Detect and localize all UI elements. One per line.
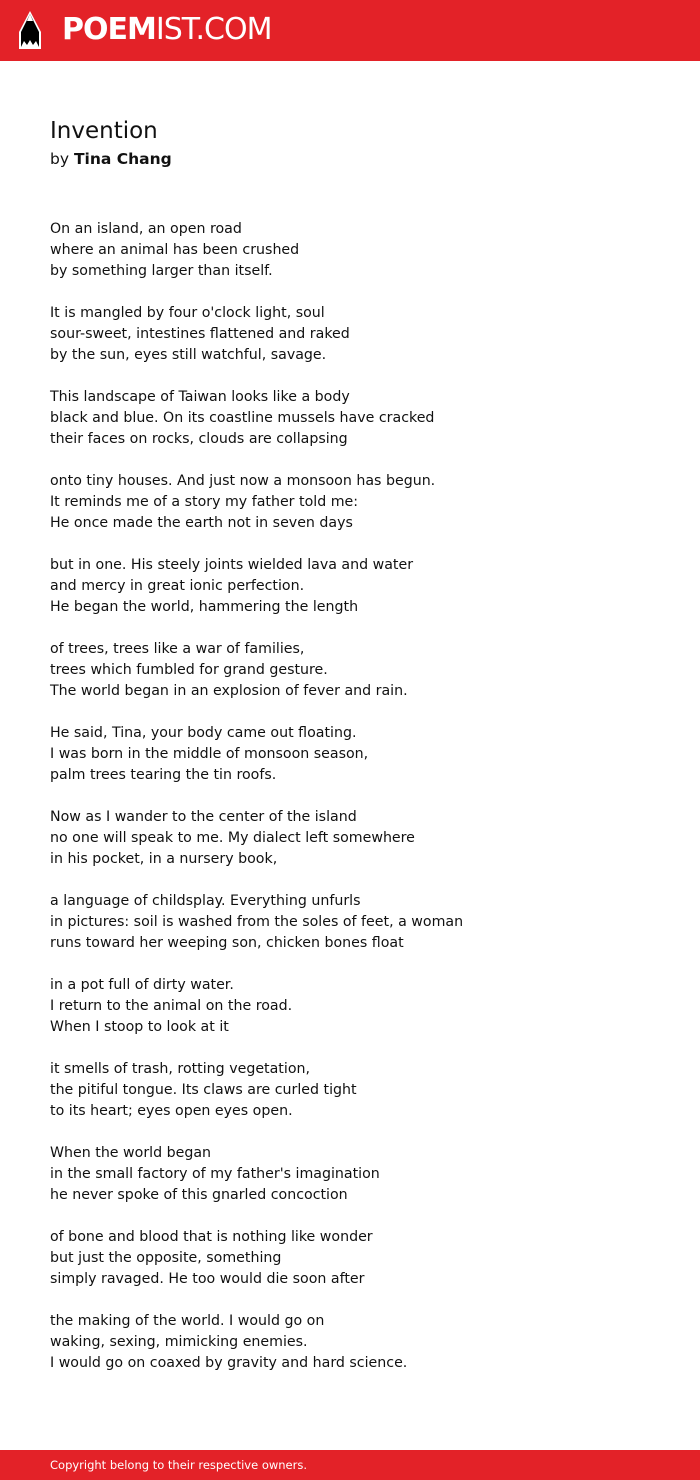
poem-stanza	[50, 1059, 670, 1122]
poem-line: of bone and blood that is nothing like wonder	[50, 1229, 373, 1245]
site-logo[interactable]	[62, 12, 271, 48]
site-header	[0, 0, 700, 61]
poem-line: the pitiful tongue. Its claws are curled tight	[50, 1082, 357, 1098]
site-footer	[0, 1450, 700, 1480]
poem-line: in his pocket, in a nursery book,	[50, 851, 278, 867]
poem-line: and mercy in great ionic perfection.	[50, 578, 305, 594]
poem-line: the making of the world. I would go on	[50, 1313, 325, 1329]
poem-line: On an island, an open road	[50, 221, 242, 237]
poem-line: by the sun, eyes still watchful, savage.	[50, 347, 327, 363]
poem-line: I was born in the middle of monsoon season,	[50, 746, 369, 762]
poem-line: trees which fumbled for grand gesture.	[50, 662, 328, 678]
poem-line: I return to the animal on the road.	[50, 998, 293, 1014]
poem-line: no one will speak to me. My dialect left somewhere	[50, 830, 415, 846]
poem-stanza	[50, 303, 670, 366]
poem-line: by something larger than itself.	[50, 263, 273, 279]
poem-stanza	[50, 219, 670, 282]
poem-line: it smells of trash, rotting vegetation,	[50, 1061, 310, 1077]
poem-stanza	[50, 639, 670, 702]
poem-stanza	[50, 1227, 670, 1290]
poem-line: a language of childsplay. Everything unfurls	[50, 893, 361, 909]
poem-line: black and blue. On its coastline mussels have cracked	[50, 410, 435, 426]
poem-line: He once made the earth not in seven days	[50, 515, 353, 531]
poem-line: When I stoop to look at it	[50, 1019, 229, 1035]
poem-line: their faces on rocks, clouds are collapsing	[50, 431, 348, 447]
pencil-logo-icon[interactable]	[18, 10, 42, 50]
poem-line: It is mangled by four o'clock light, soul	[50, 305, 325, 321]
logo-text-light: IST.COM	[155, 12, 272, 47]
poem-line: waking, sexing, mimicking enemies.	[50, 1334, 308, 1350]
poem-line: in the small factory of my father's imagination	[50, 1166, 380, 1182]
poem-stanza	[50, 471, 670, 534]
poem-stanza	[50, 387, 670, 450]
poem-stanza	[50, 807, 670, 870]
poem-line: This landscape of Taiwan looks like a body	[50, 389, 350, 405]
poem-stanza	[50, 1311, 670, 1374]
poem-line: Now as I wander to the center of the island	[50, 809, 357, 825]
poem-line: where an animal has been crushed	[50, 242, 300, 258]
poem-stanza	[50, 1143, 670, 1206]
poem-line: I would go on coaxed by gravity and hard science.	[50, 1355, 408, 1371]
poem-line: in pictures: soil is washed from the soles of feet, a woman	[50, 914, 464, 930]
poem-stanza	[50, 555, 670, 618]
poem-line: he never spoke of this gnarled concoction	[50, 1187, 348, 1203]
byline	[50, 149, 172, 169]
poem-line: He began the world, hammering the length	[50, 599, 359, 615]
poem-line: palm trees tearing the tin roofs.	[50, 767, 277, 783]
copyright-text: Copyright belong to their respective owners.	[50, 1458, 308, 1472]
poem-line: When the world began	[50, 1145, 212, 1161]
poem-line: but in one. His steely joints wielded lava and water	[50, 557, 414, 573]
poem-line: but just the opposite, something	[50, 1250, 282, 1266]
poem-line: in a pot full of dirty water.	[50, 977, 234, 993]
poem-line: It reminds me of a story my father told me:	[50, 494, 359, 510]
poem-line: He said, Tina, your body came out floating.	[50, 725, 357, 741]
poem-line: The world began in an explosion of fever and rain.	[50, 683, 408, 699]
logo-text-bold: POEM	[62, 12, 156, 47]
poem-line: of trees, trees like a war of families,	[50, 641, 305, 657]
poem-line: runs toward her weeping son, chicken bones float	[50, 935, 404, 951]
poem-stanza	[50, 723, 670, 786]
poem-title: Invention	[50, 118, 158, 144]
author-name: Tina Chang	[73, 150, 172, 168]
poem-line: to its heart; eyes open eyes open.	[50, 1103, 293, 1119]
poem-body	[50, 219, 670, 1395]
poem-line: simply ravaged. He too would die soon after	[50, 1271, 365, 1287]
poem-stanza	[50, 975, 670, 1038]
poem-line: onto tiny houses. And just now a monsoon has begun.	[50, 473, 436, 489]
by-label: by	[50, 150, 70, 168]
poem-stanza	[50, 891, 670, 954]
poem-line: sour-sweet, intestines flattened and raked	[50, 326, 350, 342]
